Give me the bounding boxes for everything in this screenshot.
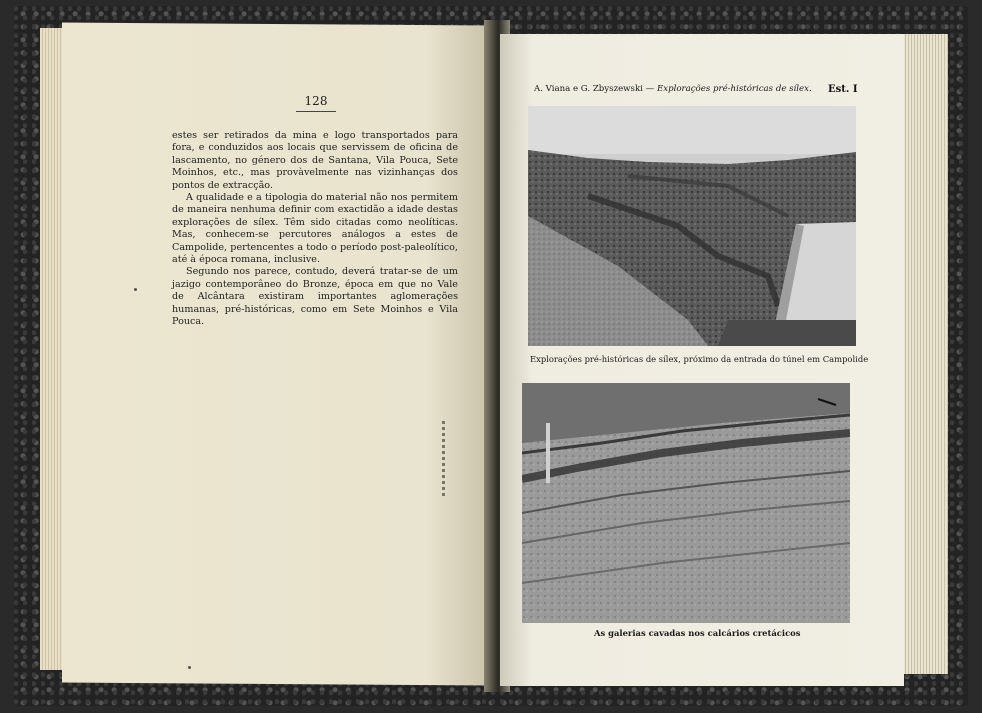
page-speck	[134, 288, 137, 291]
figure-caption-1: Explorações pré-históricas de sílex, próximo da entrada do túnel em Campolide	[530, 354, 869, 364]
page-number: 128	[296, 94, 336, 112]
left-page	[62, 23, 490, 686]
quarry-photo	[528, 106, 856, 346]
running-head-authors: A. Viana e G. Zbyszewski —	[534, 84, 657, 94]
page-edges-right	[900, 34, 948, 674]
margin-pencil-mark	[442, 420, 445, 496]
limestone-galleries-photo	[522, 383, 850, 623]
paragraph-1: estes ser retirados da mina e logo transportados para fora, e conduzidos aos locais que servissem de oficina de lascamento, no género dos de Santana, Vila Pouca, Sete Moinhos, etc., mas provàvelmente nas vizinhanças dos pontos de extracção.	[172, 130, 458, 191]
running-head-title: Explorações pré-históricas de sílex.	[656, 84, 812, 94]
running-head	[534, 84, 812, 94]
body-text	[172, 130, 458, 329]
paragraph-2: A qualidade e a tipologia do material não nos permitem de maneira nenhuma definir com exactidão a idade destas explorações de sílex. Têm sido citadas como neolíticas. Mas, conhecem-se percutores análogos a estes de Campolide, pertencentes a todo o período post-paleolítico, até à época romana, inclusive.	[172, 192, 458, 266]
plate-label: Est. I	[828, 84, 858, 95]
page-speck	[188, 666, 191, 669]
figure-caption-2: As galerias cavadas nos calcários cretácicos	[594, 628, 801, 638]
paragraph-3: Segundo nos parece, contudo, deverá tratar-se de um jazigo contemporâneo do Bronze, época em que no Vale de Alcântara existiram importantes aglomerações humanas, pré-históricas, como em Sete Moinhos e Vila Pouca.	[172, 266, 458, 328]
